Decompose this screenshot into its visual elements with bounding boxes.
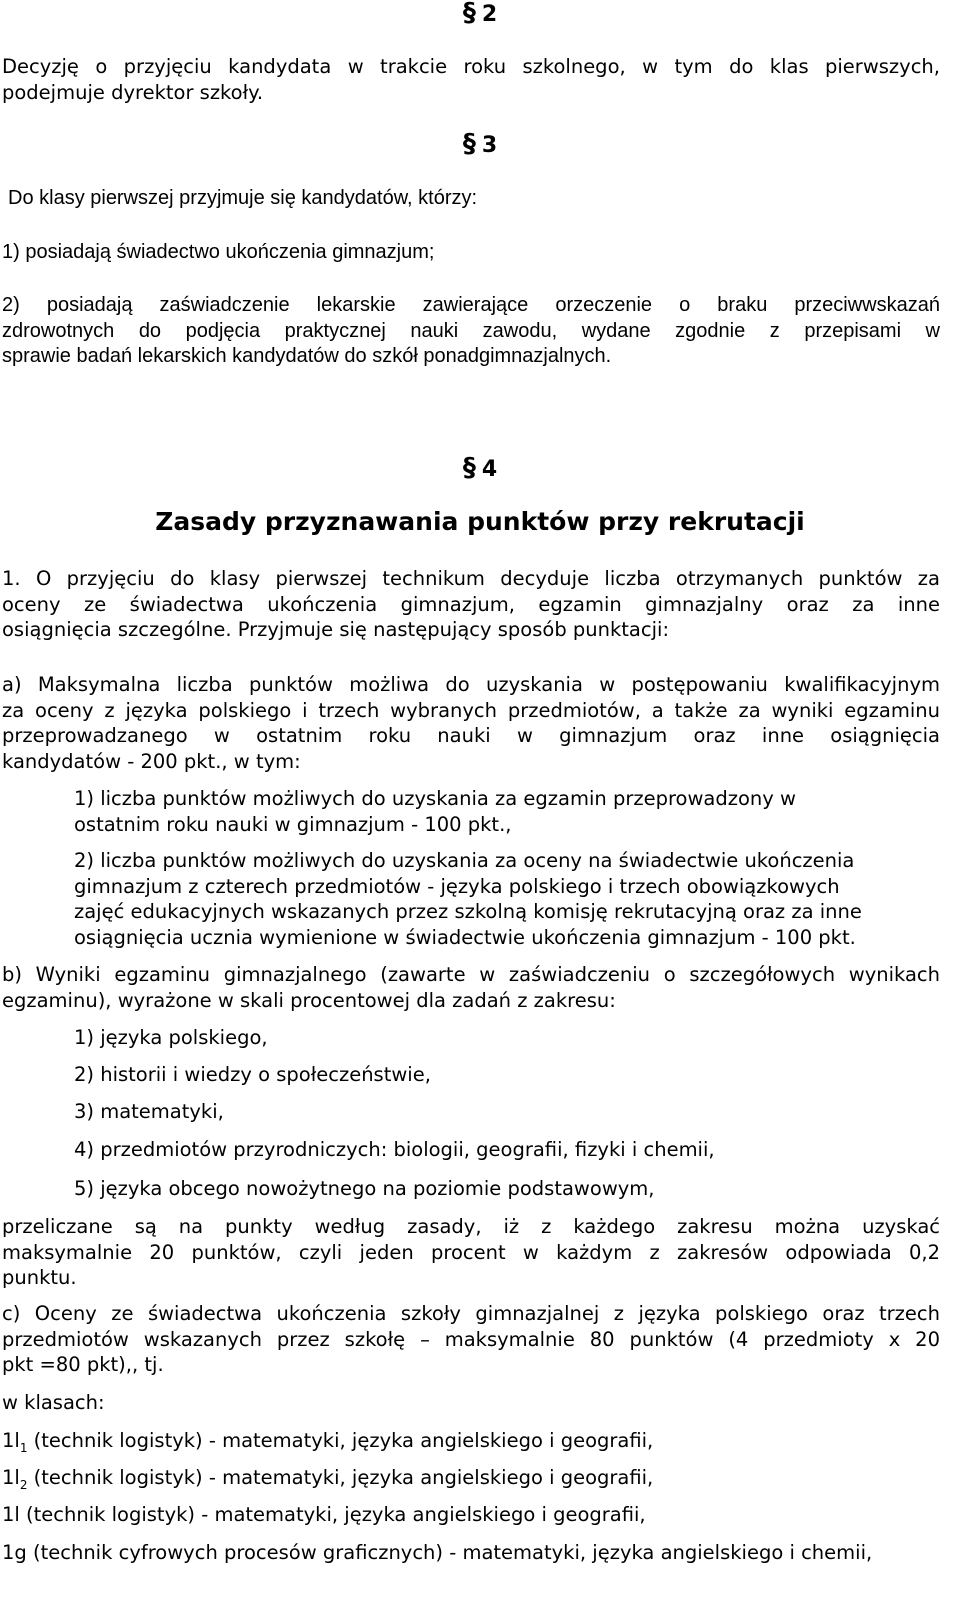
text-line: za oceny z języka polskiego i trzech wybranych przedmiotów, a także za wyniki egzaminu [2, 698, 940, 722]
s3-intro: Do klasy pierwszej przyjmuje się kandydatów, którzy: [8, 187, 478, 209]
text-line: egzaminu), wyrażone w skali procentowej dla zadań z zakresu: [2, 988, 616, 1012]
text-line: osiągnięcia ucznia wymienione w świadectwie ukończenia gimnazjum - 100 pkt. [74, 925, 856, 949]
text-line: c) Oceny ze świadectwa ukończenia szkoły gimnazjalnej z języka polskiego oraz trzech [2, 1302, 940, 1325]
class-subjects: (technik logistyk) - matematyki, języka angielskiego i geografii, [27, 1466, 654, 1489]
text-line: b) Wyniki egzaminu gimnazjalnego (zawarte w zaświadczeniu o szczegółowych wynikach [2, 963, 940, 986]
section-number: 4 [481, 457, 498, 482]
class-code: 1l [2, 1503, 20, 1526]
class-row [2, 1428, 653, 1454]
list-item: 5) języka obcego nowożytnego na poziomie podstawowym, [74, 1177, 655, 1200]
section-sign: § [462, 129, 476, 159]
class-code: 1l [2, 1429, 20, 1452]
paragraph-c [2, 1301, 940, 1378]
text-line: Decyzję o przyjęciu kandydata w trakcie roku szkolnego, w tym do klas pierwszych, [2, 55, 940, 78]
text-line: 1. O przyjęciu do klasy pierwszej technikum decyduje liczba otrzymanych punktów za [2, 567, 940, 590]
paragraph-1 [2, 566, 940, 643]
text-line: przeliczane są na punkty według zasady, iż z każdego zakresu można uzyskać [2, 1215, 940, 1238]
list-item: 4) przedmiotów przyrodniczych: biologii, geografii, fizyki i chemii, [74, 1138, 715, 1161]
text-line: 2) liczba punktów możliwych do uzyskania za oceny na świadectwie ukończenia [74, 849, 855, 872]
s3-item-1: 1) posiadają świadectwo ukończenia gimnazjum; [2, 241, 435, 263]
list-item: 1) języka polskiego, [74, 1026, 268, 1049]
class-subjects: (technik logistyk) - matematyki, języka angielskiego i geografii, [19, 1503, 646, 1526]
text-line: maksymalnie 20 punktów, czyli jeden procent w każdym z zakresów odpowiada 0,2 [2, 1240, 940, 1264]
class-subscript: 1 [19, 1440, 28, 1455]
text-line: przeprowadzanego w ostatnim roku nauki w gimnazjum oraz inne osiągnięcia [2, 724, 940, 747]
paragraph-s2 [2, 54, 940, 105]
class-row [2, 1540, 872, 1566]
text-line: pkt =80 pkt),, tj. [2, 1353, 164, 1376]
text-line: ostatnim roku nauki w gimnazjum - 100 pkt., [74, 812, 512, 836]
class-subjects: (technik cyfrowych procesów graficznych) - matematyki, języka angielskiego i chemii, [26, 1541, 873, 1564]
text-line: kandydatów - 200 pkt., w tym: [2, 749, 301, 773]
class-row [2, 1465, 653, 1491]
class-subscript: 2 [19, 1477, 28, 1492]
class-code: 1l [2, 1466, 20, 1489]
class-row [2, 1502, 646, 1528]
section-number: 3 [481, 133, 498, 158]
section-title: Zasady przyznawania punktów przy rekrutacji [155, 507, 805, 536]
text-line: zdrowotnych do podjęcia praktycznej nauki zawodu, wydane zgodnie z przepisami w [2, 319, 940, 342]
text-line: oceny ze świadectwa ukończenia gimnazjum, egzamin gimnazjalny oraz za inne [2, 592, 940, 616]
list-item: 3) matematyki, [74, 1100, 224, 1123]
text-line: zajęć edukacyjnych wskazanych przez szkolną komisję rekrutacyjną oraz za inne [74, 900, 862, 923]
text-line: punktu. [2, 1266, 77, 1289]
text-line: sprawie badań lekarskich kandydatów do szkół ponadgimnazjalnych. [2, 345, 612, 367]
text-line: gimnazjum z czterech przedmiotów - języka polskiego i trzech obowiązkowych [74, 874, 840, 898]
section-4-heading [0, 455, 960, 483]
section-sign: § [462, 453, 476, 483]
section-sign: § [462, 0, 476, 28]
text-line: osiągnięcia szczególne. Przyjmuje się następujący sposób punktacji: [2, 618, 670, 641]
text-line: podejmuje dyrektor szkoły. [2, 80, 264, 104]
paragraph-a-sub-2 [74, 848, 924, 950]
text-line: a) Maksymalna liczba punktów możliwa do uzyskania w postępowaniu kwalifikacyjnym [2, 673, 940, 696]
list-item: 2) historii i wiedzy o społeczeństwie, [74, 1063, 431, 1086]
paragraph-b-after [2, 1214, 940, 1291]
section-number: 2 [481, 2, 498, 27]
paragraph-b [2, 962, 940, 1013]
section-3-heading [0, 131, 960, 159]
text-line: przedmiotów wskazanych przez szkołę – maksymalnie 80 punktów (4 przedmioty x 20 [2, 1327, 940, 1351]
class-subjects: (technik logistyk) - matematyki, języka angielskiego i geografii, [27, 1429, 654, 1452]
paragraph-a-sub-1 [74, 786, 924, 837]
text-line: 2) posiadają zaświadczenie lekarskie zawierające orzeczenie o braku przeciwwskazań [2, 294, 940, 316]
text-line: 1) liczba punktów możliwych do uzyskania za egzamin przeprowadzony w [74, 787, 796, 810]
class-code: 1g [2, 1541, 27, 1564]
paragraph-a [2, 672, 940, 774]
classes-intro: w klasach: [2, 1391, 105, 1414]
s3-item-2 [2, 293, 940, 370]
section-2-heading [0, 0, 960, 28]
